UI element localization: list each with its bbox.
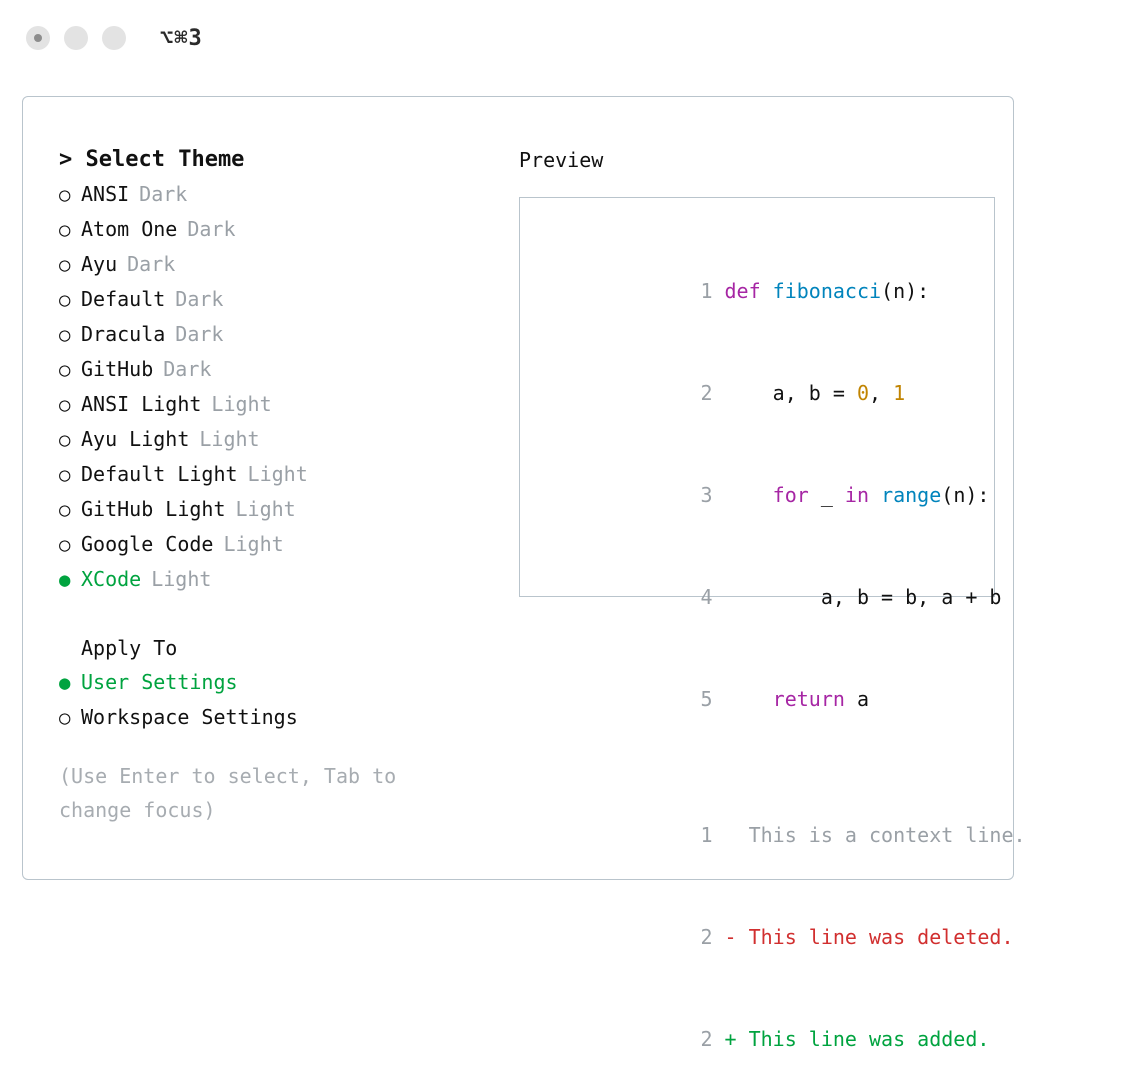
theme-option-google-code-light[interactable] — [59, 527, 499, 562]
theme-label: ANSI — [81, 182, 130, 206]
section-spacer — [59, 597, 499, 631]
theme-option-ansi-dark[interactable] — [59, 177, 499, 212]
code-token: in — [844, 483, 870, 507]
theme-label: Default — [81, 287, 166, 311]
theme-variant: Dark — [175, 322, 224, 346]
diff-line-context — [542, 784, 1026, 886]
theme-option-ayu-light[interactable] — [59, 422, 499, 457]
theme-label: Ayu Light — [81, 427, 190, 451]
line-number: 1 — [700, 279, 713, 303]
theme-variant: Dark — [139, 182, 188, 206]
code-token: return — [772, 687, 845, 711]
code-token: fibonacci — [772, 279, 882, 303]
theme-option-github-dark[interactable] — [59, 352, 499, 387]
theme-picker-column — [59, 143, 499, 827]
close-icon — [34, 34, 42, 42]
theme-option-dracula-dark[interactable] — [59, 317, 499, 352]
theme-option-atom-one-dark[interactable] — [59, 212, 499, 247]
theme-variant: Light — [247, 462, 308, 486]
close-button[interactable] — [26, 26, 50, 50]
code-token: (n): — [881, 279, 930, 303]
theme-option-xcode-light[interactable] — [59, 562, 499, 597]
keyboard-hint-text: (Use Enter to select, Tab to change focus) — [59, 764, 397, 822]
apply-to-list[interactable] — [59, 665, 499, 735]
preview-title: Preview — [519, 148, 604, 172]
radio-icon: ○ — [59, 324, 71, 346]
code-diff-gap — [542, 750, 994, 784]
radio-icon: ○ — [59, 219, 71, 241]
radio-icon: ○ — [59, 429, 71, 451]
code-token: range — [881, 483, 942, 507]
radio-icon: ○ — [59, 464, 71, 486]
theme-variant: Light — [223, 532, 284, 556]
theme-option-github-light[interactable] — [59, 492, 499, 527]
code-token: a, b = b, a + b — [724, 585, 1002, 609]
theme-label: ANSI Light — [81, 392, 202, 416]
code-token — [869, 483, 881, 507]
theme-label: Default Light — [81, 462, 238, 486]
code-token: for — [772, 483, 809, 507]
traffic-lights — [26, 26, 126, 50]
theme-variant: Dark — [187, 217, 236, 241]
keyboard-shortcut-label: ⌥⌘3 — [160, 25, 203, 51]
radio-icon-selected: ● — [59, 569, 71, 591]
zoom-button[interactable] — [102, 26, 126, 50]
apply-to-label: User Settings — [81, 670, 238, 694]
theme-label: Dracula — [81, 322, 166, 346]
theme-label: Atom One — [81, 217, 178, 241]
line-number: 3 — [700, 483, 713, 507]
apply-to-option-workspace-settings[interactable] — [59, 700, 499, 735]
code-line — [542, 648, 994, 750]
preview-column — [519, 143, 1026, 1051]
diff-text: + This line was added. — [724, 1027, 990, 1051]
theme-option-ayu-dark[interactable] — [59, 247, 499, 282]
code-token: 1 — [893, 381, 906, 405]
theme-variant: Dark — [127, 252, 176, 276]
theme-variant: Light — [151, 567, 212, 591]
code-token: , — [869, 381, 894, 405]
diff-line-added — [542, 988, 994, 1090]
minimize-button[interactable] — [64, 26, 88, 50]
apply-to-label: Workspace Settings — [81, 705, 298, 729]
code-line — [542, 546, 1002, 648]
theme-variant: Dark — [163, 357, 212, 381]
radio-icon: ○ — [59, 254, 71, 276]
theme-variant: Light — [199, 427, 260, 451]
theme-option-default-light[interactable] — [59, 457, 499, 492]
code-token — [725, 687, 773, 711]
radio-icon: ○ — [59, 394, 71, 416]
code-line — [542, 342, 994, 444]
code-token: _ — [808, 483, 845, 507]
code-token: 0 — [856, 381, 869, 405]
theme-option-ansi-light[interactable] — [59, 387, 499, 422]
code-token: (n): — [941, 483, 990, 507]
code-token: def — [724, 279, 773, 303]
theme-variant: Dark — [175, 287, 224, 311]
apply-to-heading: Apply To — [81, 636, 178, 660]
radio-icon: ○ — [59, 359, 71, 381]
theme-label: XCode — [81, 567, 142, 591]
theme-label: GitHub — [81, 357, 154, 381]
select-theme-heading: > Select Theme — [59, 147, 245, 172]
line-number: 1 — [700, 823, 713, 847]
preview-box — [519, 197, 1026, 1051]
code-token: a, b = — [724, 381, 857, 405]
theme-option-default-dark[interactable] — [59, 282, 499, 317]
code-token: a — [844, 687, 870, 711]
theme-label: Google Code — [81, 532, 214, 556]
title-bar — [0, 0, 1140, 76]
theme-label: Ayu — [81, 252, 118, 276]
radio-icon-selected: ● — [59, 672, 71, 694]
dialog-panel — [22, 96, 1026, 1051]
line-number: 2 — [700, 1027, 713, 1051]
radio-icon: ○ — [59, 707, 71, 729]
theme-variant: Light — [211, 392, 272, 416]
radio-icon: ○ — [59, 184, 71, 206]
diff-line-deleted — [542, 886, 1014, 988]
theme-label: GitHub Light — [81, 497, 226, 521]
radio-icon: ○ — [59, 289, 71, 311]
apply-to-option-user-settings[interactable] — [59, 665, 499, 700]
line-number: 5 — [700, 687, 713, 711]
line-number: 4 — [700, 585, 713, 609]
radio-icon: ○ — [59, 499, 71, 521]
line-number: 2 — [700, 381, 713, 405]
diff-text: This is a context line. — [724, 823, 1026, 847]
apply-to-heading-row — [59, 631, 499, 665]
code-token — [725, 483, 773, 507]
radio-icon: ○ — [59, 534, 71, 556]
code-line — [542, 444, 994, 546]
theme-list[interactable] — [59, 177, 499, 597]
theme-variant: Light — [235, 497, 296, 521]
line-number: 2 — [700, 925, 713, 949]
diff-text: - This line was deleted. — [724, 925, 1014, 949]
code-line — [542, 240, 994, 342]
